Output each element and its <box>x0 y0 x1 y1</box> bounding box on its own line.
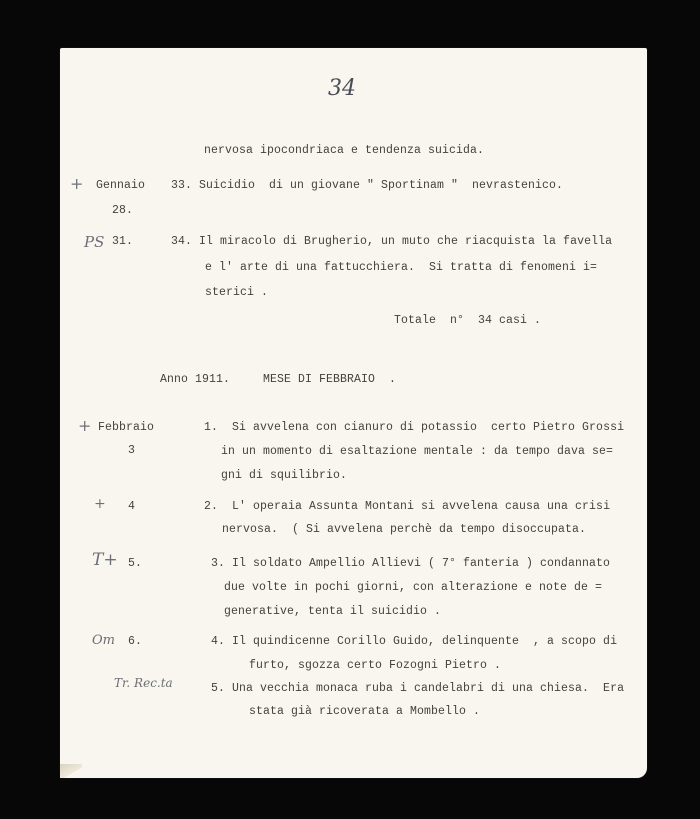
entry-text: in un momento di esaltazione mentale : da tempo dava se= <box>221 445 614 458</box>
entry-text: furto, sgozza certo Fozogni Pietro . <box>249 659 502 672</box>
entry-text: 34. Il miracolo di Brugherio, un muto che riacquista la favella <box>171 235 613 248</box>
margin-note-cross: + <box>94 496 106 512</box>
margin-note-om: Om <box>92 633 115 648</box>
page-number: 34 <box>328 76 356 101</box>
entry-date: Febbraio <box>98 421 155 434</box>
entry-text: 3. Il soldato Ampellio Allievi ( 7° fanteria ) condannato <box>211 557 611 570</box>
entry-text: e l' arte di una fattucchiera. Si tratta di fenomeni i= <box>205 261 598 274</box>
entry-text: generative, tenta il suicidio . <box>224 605 442 618</box>
margin-note-ps: PS <box>84 233 105 251</box>
total-line: Totale n° 34 casi . <box>394 314 542 327</box>
entry-text: due volte in pochi giorni, con alterazione e note de = <box>224 581 603 594</box>
entry-text: gni di squilibrio. <box>221 469 348 482</box>
entry-date: 3 <box>128 444 136 457</box>
entry-date: 4 <box>128 500 136 513</box>
margin-note-cross: + <box>70 174 84 193</box>
entry-date: 31. <box>112 235 134 248</box>
entry-date: 28. <box>112 204 134 217</box>
entry-text: 33. Suicidio di un giovane " Sportinam " nevrastenico. <box>171 179 564 192</box>
entry-date: 5. <box>128 557 143 570</box>
entry-text: sterici . <box>205 286 269 299</box>
entry-text: 1. Si avvelena con cianuro di potassio certo Pietro Grossi <box>204 421 625 434</box>
typewritten-page <box>60 48 647 778</box>
entry-text: 4. Il quindicenne Corillo Guido, delinquente , a scopo di <box>211 635 618 648</box>
year-heading: Anno 1911. <box>160 373 231 386</box>
margin-note-cross: + <box>78 416 92 435</box>
margin-note-tr-rec: Tr. Rec.ta <box>114 676 173 690</box>
continuation-line: nervosa ipocondriaca e tendenza suicida. <box>204 144 485 157</box>
entry-text: nervosa. ( Si avvelena perchè da tempo disoccupata. <box>222 523 587 536</box>
entry-text: stata già ricoverata a Mombello . <box>249 705 481 718</box>
month-heading: MESE DI FEBBRAIO . <box>263 373 397 386</box>
margin-note-t-cross: T+ <box>92 550 118 570</box>
entry-date: Gennaio <box>96 179 146 192</box>
entry-text: 2. L' operaia Assunta Montani si avvelena causa una crisi <box>204 500 611 513</box>
entry-text: 5. Una vecchia monaca ruba i candelabri di una chiesa. Era <box>211 682 625 695</box>
entry-date: 6. <box>128 635 143 648</box>
